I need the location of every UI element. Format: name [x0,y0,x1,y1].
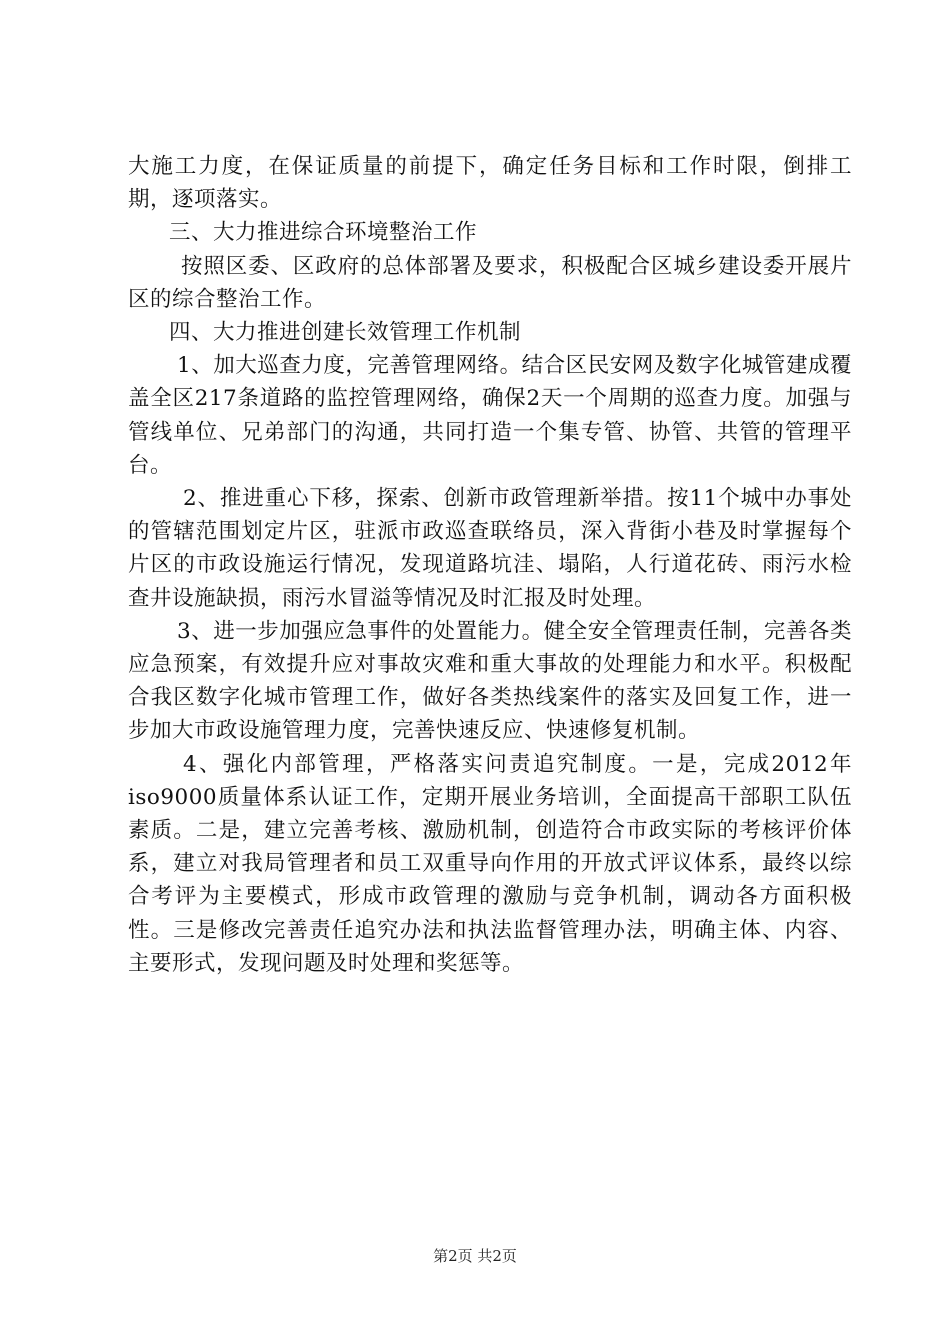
section-heading-3: 三、大力推进综合环境整治工作 [169,220,478,246]
paragraph-item-4: 4、强化内部管理，严格落实问责追究制度。一是，完成2012年iso9000质量体系认证工作，定期开展业务培训，全面提高干部职工队伍素质。二是，建立完善考核、激励机制，创造符合市政实际的考核评价体系，建立对我局管理者和员工双重导向作用的开放式评议体系，最终以综合考评为主要模式，形成市政管理的激励与竞争机制，调动各方面积极性。三是修改完善责任追究办法和执法监督管理办法，明确主体、内容、主要形式，发现问题及时处理和奖惩等。 [128,751,852,976]
document-body [128,150,852,980]
paragraph-continuation: 大施工力度，在保证质量的前提下，确定任务目标和工作时限，倒排工期，逐项落实。 [128,154,852,213]
paragraph-item-3: 3、进一步加强应急事件的处置能力。健全安全管理责任制，完善各类应急预案，有效提升应对事故灾难和重大事故的处理能力和水平。积极配合我区数字化城市管理工作，做好各类热线案件的落实及回复工作，进一步加大市政设施管理力度，完善快速反应、快速修复机制。 [128,618,852,744]
page-number: 第2页 共2页 [433,1247,517,1265]
paragraph-section-3: 按照区委、区政府的总体部署及要求，积极配合区城乡建设委开展片区的综合整治工作。 [128,253,852,312]
paragraph-item-2: 2、推进重心下移，探索、创新市政管理新举措。按11个城中办事处的管辖范围划定片区，驻派市政巡查联络员，深入背街小巷及时掌握每个片区的市政设施运行情况，发现道路坑洼、塌陷，人行道花砖、雨污水检查井设施缺损，雨污水冒溢等情况及时汇报及时处理。 [128,486,852,611]
section-heading-4: 四、大力推进创建长效管理工作机制 [169,320,522,346]
paragraph-item-1: 1、加大巡查力度，完善管理网络。结合区民安网及数字化城管建成覆盖全区217条道路的监控管理网络，确保2天一个周期的巡查力度。加强与管线单位、兄弟部门的沟通，共同打造一个集专管、协管、共管的管理平台。 [128,353,852,478]
